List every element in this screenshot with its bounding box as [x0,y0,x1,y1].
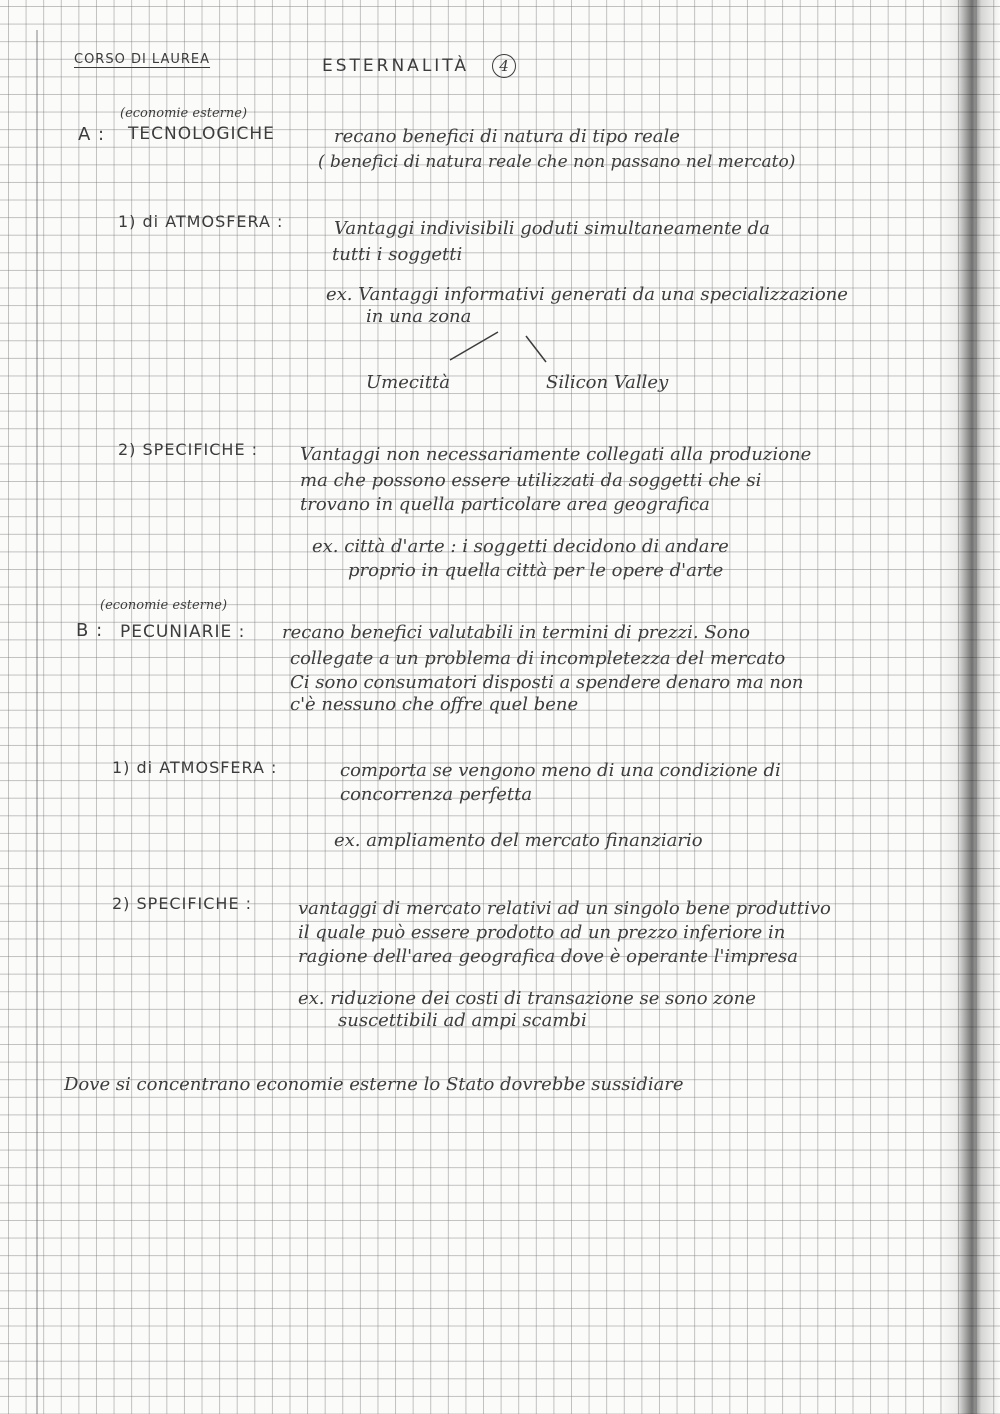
section-a-item-2-line-2: ma che possono essere utilizzati da soggetti che si [300,470,762,491]
section-b-item-2-line-1: vantaggi di mercato relativi ad un singolo bene produttivo [298,898,831,919]
section-b-item-1-line-2: concorrenza perfetta [340,784,533,805]
example-branch-left: Umecittà [366,372,450,393]
section-b-item-2-line-2: il quale può essere prodotto ad un prezzo inferiore in [298,922,786,943]
section-a-line-1: recano benefici di natura di tipo reale [334,126,680,147]
section-a-letter: A : [78,124,106,145]
section-b-item-2-example-line-1: ex. riduzione dei costi di transazione se sono zone [298,988,756,1009]
section-a-item-2-example-line-2: proprio in quella città per le opere d'arte [348,560,724,581]
section-b-line-1: recano benefici valutabili in termini di prezzi. Sono [282,622,750,643]
section-b-line-2: collegate a un problema di incompletezza del mercato [290,648,786,669]
section-b-item-2-label: 2) SPECIFICHE : [112,894,253,913]
section-b-letter: B : [76,620,104,641]
section-b-item-2-line-3: ragione dell'area geografica dove è operante l'impresa [298,946,799,967]
section-a-item-1-example-line-2: in una zona [366,306,472,327]
section-a-item-1-line-1: Vantaggi indivisibili goduti simultaneamente da [334,218,770,239]
example-branch-right: Silicon Valley [546,372,669,393]
section-a-item-2-label: 2) SPECIFICHE : [118,440,259,459]
page-title: ESTERNALITÀ [322,56,469,76]
section-b-item-1-line-1: comporta se vengono meno di una condizione di [340,760,781,781]
section-a-item-2-example-line-1: ex. città d'arte : i soggetti decidono di andare [312,536,729,557]
section-b-annotation: (economie esterne) [100,598,228,613]
section-b-item-2-example-line-2: suscettibili ad ampi scambi [338,1010,587,1031]
section-a-item-1-label: 1) di ATMOSFERA : [118,212,284,231]
section-b-line-4: c'è nessuno che offre quel bene [290,694,579,715]
section-b-item-1-label: 1) di ATMOSFERA : [112,758,278,777]
section-b-label: PECUNIARIE : [120,622,246,642]
section-a-item-1-example-line-1: ex. Vantaggi informativi generati da una specializzazione [326,284,848,305]
section-a-line-2: ( benefici di natura reale che non passano nel mercato) [318,152,796,172]
section-a-item-2-line-1: Vantaggi non necessariamente collegati alla produzione [300,444,812,465]
section-a-annotation: (economie esterne) [120,106,248,121]
conclusion-text: Dove si concentrano economie esterne lo Stato dovrebbe sussidiare [64,1074,684,1095]
page-number-badge: 4 [492,54,516,78]
header-prefix: CORSO DI LAUREA [74,52,211,67]
section-b-line-3: Ci sono consumatori disposti a spendere denaro ma non [290,672,804,693]
section-a-item-2-line-3: trovano in quella particolare area geografica [300,494,710,515]
section-a-item-1-line-2: tutti i soggetti [332,244,463,265]
section-a-label: TECNOLOGICHE [128,124,275,144]
section-b-item-1-example-line-1: ex. ampliamento del mercato finanziario [334,830,703,851]
